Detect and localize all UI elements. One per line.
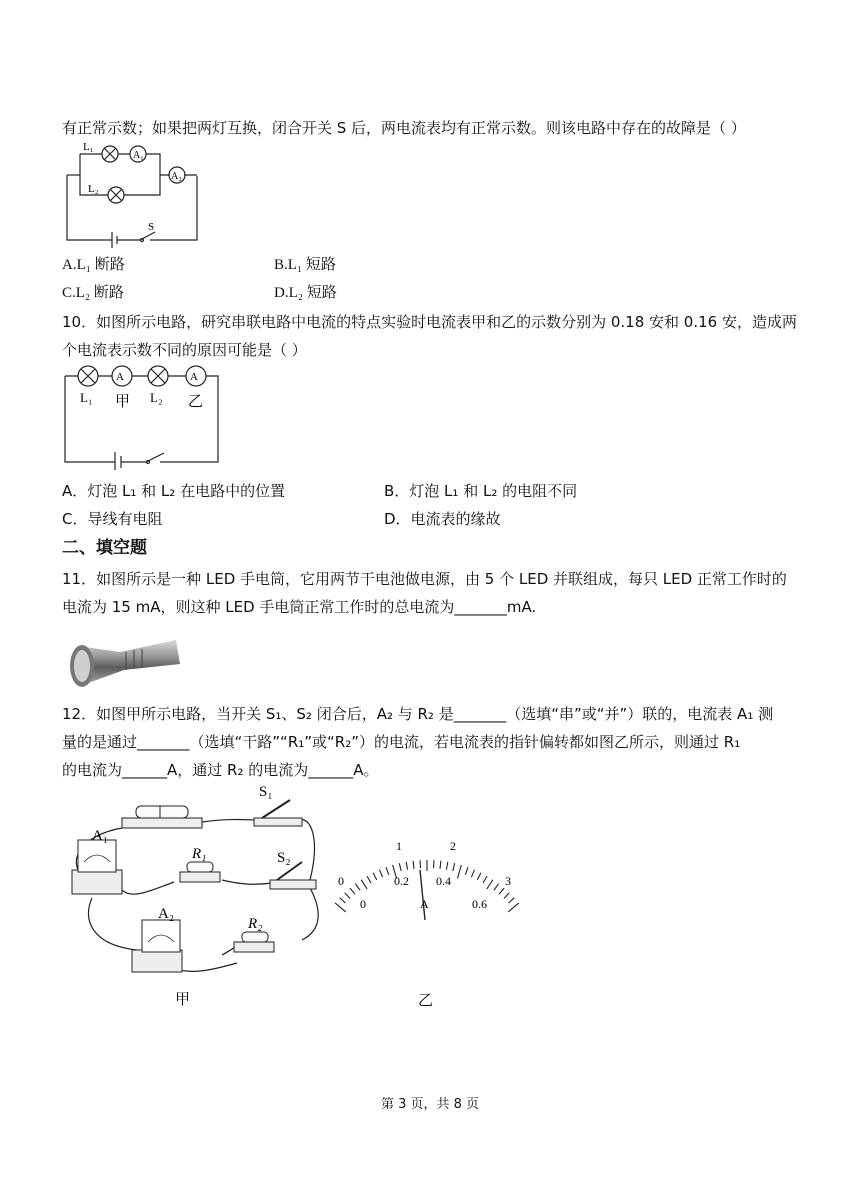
scale-bottom-2: 0.4 <box>436 874 451 888</box>
meter-unit: A <box>420 897 429 911</box>
scale-tick <box>361 880 367 889</box>
q12-circuit-figure <box>62 780 332 1010</box>
q9-option-a[interactable]: A.L₁ 断路 <box>62 257 125 273</box>
q10-text-line1: 10．如图所示电路，研究串联电路中电流的特点实验时电流表甲和乙的示数分别为 0.18 安和 0.16 安，造成两 <box>62 313 797 331</box>
fig-label-a1: A₁ <box>92 828 109 844</box>
fig-label-s1: S₁ <box>259 784 273 800</box>
q10-circuit-figure <box>60 362 225 470</box>
fig-label-s2: S₂ <box>277 850 291 866</box>
fig-label-r1: R₁ <box>192 846 207 862</box>
scale-tick <box>509 898 515 903</box>
q10-text-line2: 个电流表示数不同的原因可能是（ ） <box>62 341 307 359</box>
scale-tick <box>453 863 455 871</box>
scale-tick <box>413 861 414 869</box>
q10-option-d[interactable]: D．电流表的缘故 <box>384 510 501 528</box>
q9-circuit-figure <box>60 140 210 250</box>
section-title: 二、填空题 <box>62 538 147 558</box>
scale-bottom-0: 0 <box>360 897 366 911</box>
scale-tick <box>373 873 377 880</box>
fig-label-l2: L₂ <box>88 183 99 195</box>
q9-option-c[interactable]: C.L₂ 断路 <box>62 285 124 301</box>
fig-caption-yi: 乙 <box>418 993 434 1009</box>
scale-tick <box>457 865 461 879</box>
svg-text:A: A <box>190 371 198 383</box>
scale-tick <box>446 862 447 870</box>
q11-text-line2: 电流为 15 mA，则这种 LED 手电筒正常工作时的总电流为_______mA. <box>62 598 537 616</box>
scale-top-2: 2 <box>450 839 456 853</box>
scale-tick <box>345 893 350 899</box>
fig-label-l1: L₁ <box>80 390 93 405</box>
scale-tick <box>420 860 421 868</box>
scale-tick <box>477 873 481 880</box>
scale-tick <box>434 860 435 868</box>
page-footer: 第 3 页，共 8 页 <box>380 1097 480 1112</box>
q9-text: 有正常示数；如果把两灯互换，闭合开关 S 后，两电流表均有正常示数。则该电路中存在的故障是（ ） <box>62 119 746 137</box>
scale-tick <box>494 884 499 891</box>
scale-tick <box>483 876 487 883</box>
fig-label-l1: L₁ <box>83 141 94 153</box>
q10-option-b[interactable]: B．灯泡 L₁ 和 L₂ 的电阻不同 <box>384 482 578 500</box>
scale-tick <box>386 867 389 875</box>
scale-tick <box>367 876 371 883</box>
scale-tick <box>355 884 360 891</box>
scale-tick <box>465 867 468 875</box>
scale-bottom-3: 0.6 <box>472 897 487 911</box>
scale-tick <box>471 870 474 877</box>
scale-tick <box>499 888 504 894</box>
scale-top-0: 0 <box>338 874 344 888</box>
fig-label-yi: 乙 <box>188 394 204 410</box>
svg-text:A: A <box>116 371 124 383</box>
fig-label-r2: R₂ <box>248 916 263 932</box>
fig-label-s: S <box>148 221 155 233</box>
q9-option-b[interactable]: B.L₁ 短路 <box>274 257 336 273</box>
scale-tick <box>508 903 519 912</box>
fig-label-a2: A₂ <box>171 171 182 182</box>
fig-caption-jia: 甲 <box>175 992 191 1008</box>
scale-tick <box>350 888 355 894</box>
scale-tick <box>335 903 346 912</box>
flashlight-image <box>64 630 182 692</box>
q12-text-line3: 的电流为______A，通过 R₂ 的电流为______A。 <box>62 761 379 779</box>
meter-needle <box>420 870 425 920</box>
scale-tick <box>440 861 441 869</box>
scale-tick <box>399 863 401 871</box>
q12-text-line2: 量的是通过_______（选填“干路”“R₁”或“R₂”）的电流，若电流表的指针偏转都如图乙所示，则通过 R₁ <box>62 733 741 751</box>
scale-tick <box>406 862 407 870</box>
q10-option-a[interactable]: A．灯泡 L₁ 和 L₂ 在电路中的位置 <box>62 482 286 500</box>
scale-tick <box>380 870 383 877</box>
scale-tick <box>487 880 493 889</box>
scale-tick <box>504 893 509 899</box>
fig-label-jia: 甲 <box>115 394 131 410</box>
scale-bottom-1: 0.2 <box>394 874 409 888</box>
scale-tick <box>340 898 346 903</box>
fig-label-a2: A₂ <box>158 906 175 922</box>
fig-label-l2: L₂ <box>150 390 163 405</box>
q11-text-line1: 11．如图所示是一种 LED 手电筒，它用两节干电池做电源，由 5 个 LED 并联组成，每只 LED 正常工作时的 <box>62 570 787 588</box>
scale-top-3: 3 <box>505 874 511 888</box>
q9-option-d[interactable]: D.L₂ 短路 <box>274 285 337 301</box>
q10-option-c[interactable]: C．导线有电阻 <box>62 510 163 528</box>
fig-label-a1: A₁ <box>133 150 144 161</box>
meter-scale-figure <box>332 830 522 1010</box>
scale-top-1: 1 <box>396 839 402 853</box>
q12-text-line1: 12．如图甲所示电路，当开关 S₁、S₂ 闭合后，A₂ 与 R₂ 是_______（选填“串”或“并”）联的，电流表 A₁ 测 <box>62 705 774 723</box>
